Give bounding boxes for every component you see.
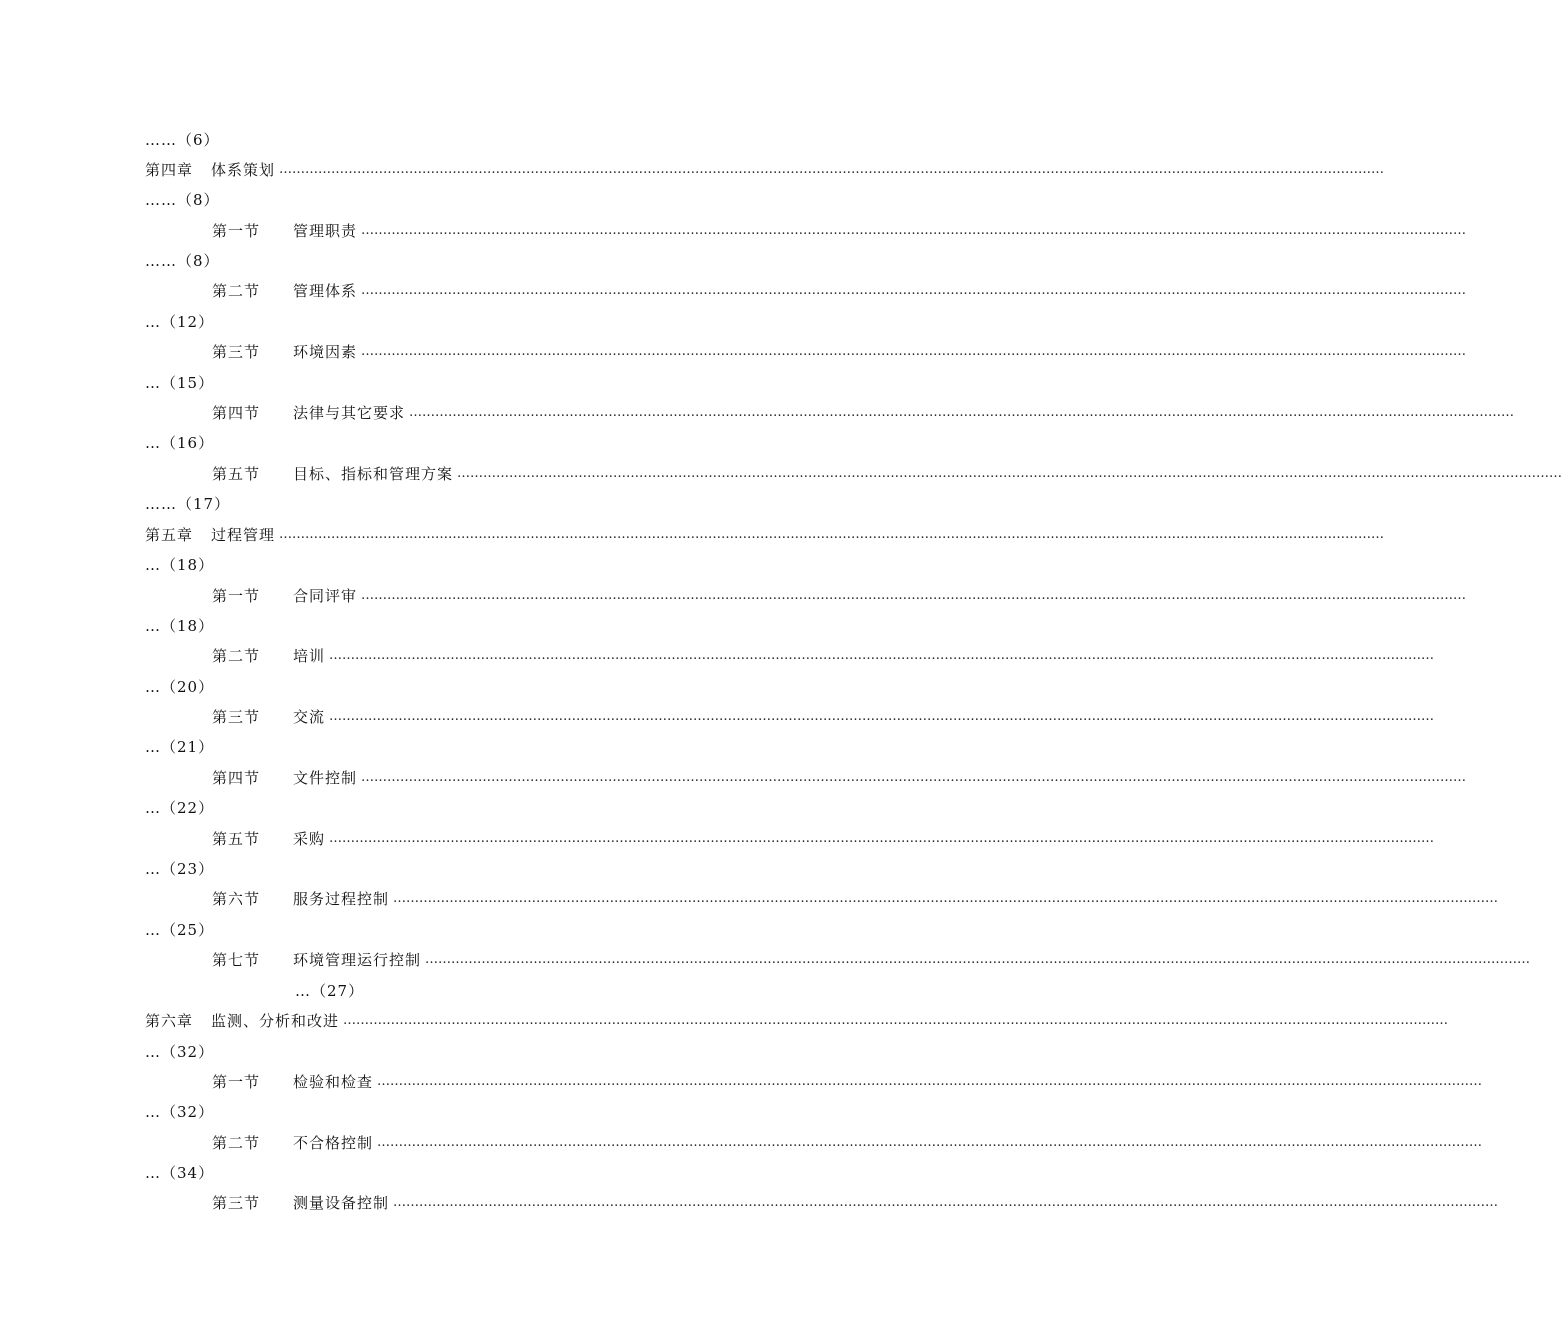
dot-leader: ………………………………………………………………………………………………………………………………………………………………………………………………………………………………… <box>377 1135 1483 1150</box>
chapter-title: 监测、分析和改进 <box>211 1012 340 1030</box>
dot-leader: ………………………………………………………………………………………………………………………………………………………………………………………………………………………………… <box>425 952 1531 967</box>
toc-page-ref: …（20） <box>145 678 215 696</box>
dot-leader: ………………………………………………………………………………………………………………………………………………………………………………………………………………………………… <box>377 1074 1483 1089</box>
section-title: 交流 <box>293 708 326 726</box>
dot-leader: ………………………………………………………………………………………………………………………………………………………………………………………………………………………………… <box>361 770 1467 785</box>
section-number: 第三节 <box>212 1194 261 1212</box>
dot-leader: ………………………………………………………………………………………………………………………………………………………………………………………………………………………………… <box>329 709 1435 724</box>
dot-leader: ………………………………………………………………………………………………………………………………………………………………………………………………………………………………… <box>343 1013 1449 1028</box>
toc-section <box>145 766 1467 790</box>
section-title: 管理职责 <box>293 222 358 240</box>
section-number: 第三节 <box>212 708 261 726</box>
toc-page-ref: …（25） <box>145 921 215 939</box>
section-title: 目标、指标和管理方案 <box>293 465 454 483</box>
toc-page-ref: …（18） <box>145 617 215 635</box>
dot-leader: ………………………………………………………………………………………………………………………………………………………………………………………………………………………………… <box>329 831 1435 846</box>
section-title: 检验和检查 <box>293 1073 374 1091</box>
toc-page-ref: …（27） <box>295 982 365 1000</box>
toc-section <box>145 948 1531 972</box>
toc-page-ref: …（16） <box>145 434 215 452</box>
toc-page-ref: …（32） <box>145 1043 215 1061</box>
section-number: 第五节 <box>212 830 261 848</box>
toc-chapter-6 <box>145 1009 1449 1033</box>
toc-page-ref: …（18） <box>145 556 215 574</box>
toc-section <box>145 279 1467 303</box>
chapter-number: 第四章 <box>145 161 194 179</box>
dot-leader: ………………………………………………………………………………………………………………………………………………………………………………………………………………………………… <box>361 283 1467 298</box>
toc-page-ref: …（21） <box>145 738 215 756</box>
toc-section <box>145 1191 1499 1215</box>
dot-leader: ………………………………………………………………………………………………………………………………………………………………………………………………………………………………… <box>279 527 1385 542</box>
section-title: 法律与其它要求 <box>293 404 406 422</box>
section-number: 第二节 <box>212 1134 261 1152</box>
toc-chapter-5 <box>145 523 1385 547</box>
section-number: 第三节 <box>212 343 261 361</box>
toc-page-ref: …（22） <box>145 799 215 817</box>
toc-section <box>145 644 1435 668</box>
section-title: 管理体系 <box>293 282 358 300</box>
section-number: 第二节 <box>212 647 261 665</box>
toc-page-ref: …（23） <box>145 860 215 878</box>
section-title: 文件控制 <box>293 769 358 787</box>
section-number: 第一节 <box>212 222 261 240</box>
section-title: 服务过程控制 <box>293 890 390 908</box>
section-number: 第一节 <box>212 587 261 605</box>
section-title: 不合格控制 <box>293 1134 374 1152</box>
dot-leader: ………………………………………………………………………………………………………………………………………………………………………………………………………………………………… <box>361 588 1467 603</box>
toc-section <box>145 1131 1483 1155</box>
dot-leader: ………………………………………………………………………………………………………………………………………………………………………………………………………………………………… <box>361 344 1467 359</box>
toc-page-ref: …（15） <box>145 374 215 392</box>
section-title: 测量设备控制 <box>293 1194 390 1212</box>
section-number: 第二节 <box>212 282 261 300</box>
toc-section <box>145 462 1562 486</box>
section-number: 第六节 <box>212 890 261 908</box>
toc-section <box>145 584 1467 608</box>
dot-leader: ………………………………………………………………………………………………………………………………………………………………………………………………………………………………… <box>329 648 1435 663</box>
chapter-title: 过程管理 <box>211 526 276 544</box>
toc-section <box>145 1070 1483 1094</box>
section-title: 环境因素 <box>293 343 358 361</box>
toc-section <box>145 340 1467 364</box>
toc-page-ref: …（34） <box>145 1164 215 1182</box>
section-number: 第五节 <box>212 465 261 483</box>
toc-section <box>145 827 1435 851</box>
toc-page-ref: …（32） <box>145 1103 215 1121</box>
dot-leader: ………………………………………………………………………………………………………………………………………………………………………………………………………………………………… <box>393 891 1499 906</box>
toc-page-ref: ……（6） <box>145 131 220 149</box>
toc-section <box>145 887 1499 911</box>
toc-page-ref: ……（8） <box>145 252 220 270</box>
toc-page-ref: ……（17） <box>145 495 231 513</box>
section-title: 环境管理运行控制 <box>293 951 422 969</box>
toc-section <box>145 401 1515 425</box>
chapter-number: 第五章 <box>145 526 194 544</box>
section-number: 第一节 <box>212 1073 261 1091</box>
dot-leader: ………………………………………………………………………………………………………………………………………………………………………………………………………………………………… <box>457 466 1562 481</box>
section-number: 第四节 <box>212 404 261 422</box>
chapter-number: 第六章 <box>145 1012 194 1030</box>
dot-leader: ………………………………………………………………………………………………………………………………………………………………………………………………………………………………… <box>393 1195 1499 1210</box>
dot-leader: ………………………………………………………………………………………………………………………………………………………………………………………………………………………………… <box>361 223 1467 238</box>
section-number: 第七节 <box>212 951 261 969</box>
dot-leader: ………………………………………………………………………………………………………………………………………………………………………………………………………………………………… <box>409 405 1515 420</box>
toc-section <box>145 219 1467 243</box>
chapter-title: 体系策划 <box>211 161 276 179</box>
toc-section <box>145 705 1435 729</box>
section-number: 第四节 <box>212 769 261 787</box>
toc-page-ref: ……（8） <box>145 191 220 209</box>
dot-leader: ………………………………………………………………………………………………………………………………………………………………………………………………………………………………… <box>279 162 1385 177</box>
section-title: 合同评审 <box>293 587 358 605</box>
section-title: 培训 <box>293 647 326 665</box>
toc-chapter-4 <box>145 158 1385 182</box>
toc-page-ref: …（12） <box>145 313 215 331</box>
section-title: 采购 <box>293 830 326 848</box>
